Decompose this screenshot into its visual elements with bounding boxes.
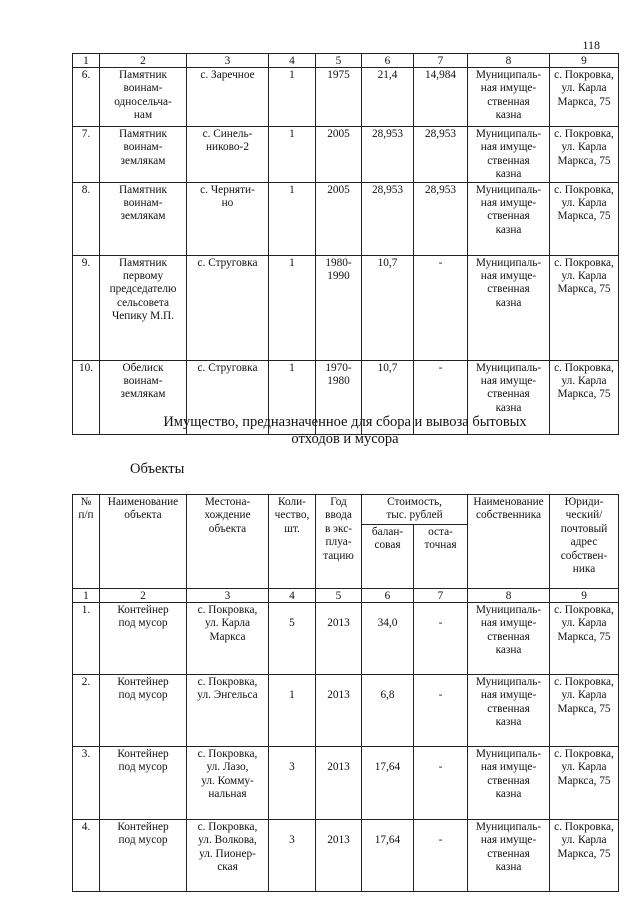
column-number: 9: [550, 589, 619, 603]
object-quantity: 5: [269, 603, 316, 675]
object-location: с. Покровка, ул. Энгельса: [187, 675, 269, 747]
row-number: 3.: [73, 747, 100, 820]
owner-address: с. Покровка, ул. Карла Маркса, 75: [550, 747, 619, 820]
column-number: 5: [316, 54, 362, 68]
owner-address: с. Покровка, ул. Карла Маркса, 75: [550, 603, 619, 675]
object-quantity: 3: [269, 820, 316, 892]
object-name: Контейнер под мусор: [100, 675, 187, 747]
column-number: 4: [269, 54, 316, 68]
object-name: Памятник воинам- землякам: [100, 182, 187, 255]
column-number: 6: [362, 589, 414, 603]
column-number: 3: [187, 54, 269, 68]
object-name: Памятник первому председателю сельсовета Чепику М.П.: [100, 255, 187, 360]
header-cost: Стоимость, тыс. рублей: [362, 495, 468, 525]
row-number: 9.: [73, 255, 100, 360]
residual-cost: 28,953: [414, 127, 468, 183]
object-name: Памятник воинам- землякам: [100, 127, 187, 183]
column-number: 1: [73, 589, 100, 603]
object-quantity: 1: [269, 255, 316, 360]
object-quantity: 1: [269, 127, 316, 183]
residual-cost: -: [414, 360, 468, 434]
residual-cost: -: [414, 255, 468, 360]
header-quantity: Коли- чество, шт.: [269, 495, 316, 589]
object-quantity: 1: [269, 675, 316, 747]
owner-address: с. Покровка, ул. Карла Маркса, 75: [550, 127, 619, 183]
table-row: [73, 747, 619, 820]
waste-equipment-table: [72, 494, 619, 892]
balance-cost: 6,8: [362, 675, 414, 747]
balance-cost: 21,4: [362, 68, 414, 127]
object-name: Контейнер под мусор: [100, 603, 187, 675]
monuments-table: [72, 53, 619, 435]
residual-cost: 14,984: [414, 68, 468, 127]
balance-cost: 17,64: [362, 820, 414, 892]
column-number: 7: [414, 589, 468, 603]
row-number: 10.: [73, 360, 100, 434]
object-location: с. Струговка: [187, 360, 269, 434]
object-name: Памятник воинам- односельча- нам: [100, 68, 187, 127]
column-number: 8: [468, 589, 550, 603]
table-row: [73, 820, 619, 892]
row-number: 6.: [73, 68, 100, 127]
owner-address: с. Покровка, ул. Карла Маркса, 75: [550, 820, 619, 892]
object-name: Контейнер под мусор: [100, 747, 187, 820]
header-balance-cost: балан- совая: [362, 524, 414, 588]
owner-name: Муниципаль- ная имуще- ственная казна: [468, 360, 550, 434]
row-number: 1.: [73, 603, 100, 675]
row-number: 2.: [73, 675, 100, 747]
commission-year: 2005: [316, 127, 362, 183]
object-location: с. Покровка, ул. Лазо, ул. Комму- нальная: [187, 747, 269, 820]
commission-year: 1975: [316, 68, 362, 127]
header-commission-year: Год ввода в экс- плуа- тацию: [316, 495, 362, 589]
page-number: 118: [582, 38, 600, 52]
column-number: 8: [468, 54, 550, 68]
table-row: [73, 127, 619, 183]
object-name: Обелиск воинам- землякам: [100, 360, 187, 434]
object-quantity: 3: [269, 747, 316, 820]
owner-address: с. Покровка, ул. Карла Маркса, 75: [550, 68, 619, 127]
owner-name: Муниципаль- ная имуще- ственная казна: [468, 127, 550, 183]
header-owner: Наименование собственника: [468, 495, 550, 589]
object-quantity: 1: [269, 182, 316, 255]
object-quantity: 1: [269, 68, 316, 127]
commission-year: 2013: [316, 603, 362, 675]
owner-name: Муниципаль- ная имуще- ственная казна: [468, 747, 550, 820]
owner-name: Муниципаль- ная имуще- ственная казна: [468, 675, 550, 747]
residual-cost: -: [414, 675, 468, 747]
column-number: 7: [414, 54, 468, 68]
header-address: Юриди- ческий/ почтовый адрес собствен- ника: [550, 495, 619, 589]
commission-year: 2013: [316, 747, 362, 820]
owner-name: Муниципаль- ная имуще- ственная казна: [468, 820, 550, 892]
column-number: 2: [100, 589, 187, 603]
residual-cost: -: [414, 603, 468, 675]
object-location: с. Покровка, ул. Волкова, ул. Пионер- ская: [187, 820, 269, 892]
table-header-row: [73, 495, 619, 525]
header-object-name: Наименование объекта: [100, 495, 187, 589]
object-location: с. Покровка, ул. Карла Маркса: [187, 603, 269, 675]
table-row: [73, 182, 619, 255]
owner-address: с. Покровка, ул. Карла Маркса, 75: [550, 360, 619, 434]
owner-address: с. Покровка, ул. Карла Маркса, 75: [550, 182, 619, 255]
object-quantity: 1: [269, 360, 316, 434]
table-row: [73, 603, 619, 675]
object-location: с. Струговка: [187, 255, 269, 360]
column-number: 3: [187, 589, 269, 603]
owner-name: Муниципаль- ная имуще- ственная казна: [468, 603, 550, 675]
balance-cost: 28,953: [362, 127, 414, 183]
residual-cost: 28,953: [414, 182, 468, 255]
commission-year: 1970- 1980: [316, 360, 362, 434]
header-location: Местона- хождение объекта: [187, 495, 269, 589]
column-number: 4: [269, 589, 316, 603]
owner-address: с. Покровка, ул. Карла Маркса, 75: [550, 255, 619, 360]
balance-cost: 10,7: [362, 360, 414, 434]
balance-cost: 34,0: [362, 603, 414, 675]
commission-year: 2013: [316, 820, 362, 892]
column-number-row: [73, 54, 619, 68]
owner-name: Муниципаль- ная имуще- ственная казна: [468, 255, 550, 360]
object-location: с. Синель- никово-2: [187, 127, 269, 183]
balance-cost: 17,64: [362, 747, 414, 820]
commission-year: 2013: [316, 675, 362, 747]
section-subtitle: Объекты: [130, 461, 185, 477]
row-number: 8.: [73, 182, 100, 255]
object-location: с. Заречное: [187, 68, 269, 127]
owner-name: Муниципаль- ная имуще- ственная казна: [468, 68, 550, 127]
commission-year: 1980- 1990: [316, 255, 362, 360]
object-name: Контейнер под мусор: [100, 820, 187, 892]
balance-cost: 28,953: [362, 182, 414, 255]
object-location: с. Черняти- но: [187, 182, 269, 255]
table-row: [73, 675, 619, 747]
table-row: [73, 255, 619, 360]
residual-cost: -: [414, 820, 468, 892]
residual-cost: -: [414, 747, 468, 820]
row-number: 4.: [73, 820, 100, 892]
row-number: 7.: [73, 127, 100, 183]
column-number: 6: [362, 54, 414, 68]
column-number: 5: [316, 589, 362, 603]
header-row-number: № п/п: [73, 495, 100, 589]
column-number-row: [73, 589, 619, 603]
column-number: 2: [100, 54, 187, 68]
owner-address: с. Покровка, ул. Карла Маркса, 75: [550, 675, 619, 747]
table-row: [73, 68, 619, 127]
balance-cost: 10,7: [362, 255, 414, 360]
commission-year: 2005: [316, 182, 362, 255]
header-residual-cost: оста- точная: [414, 524, 468, 588]
column-number: 9: [550, 54, 619, 68]
column-number: 1: [73, 54, 100, 68]
section-title: Имущество, предназначенное для сбора и вывоза бытовых отходов и мусора: [163, 414, 527, 447]
owner-name: Муниципаль- ная имуще- ственная казна: [468, 182, 550, 255]
